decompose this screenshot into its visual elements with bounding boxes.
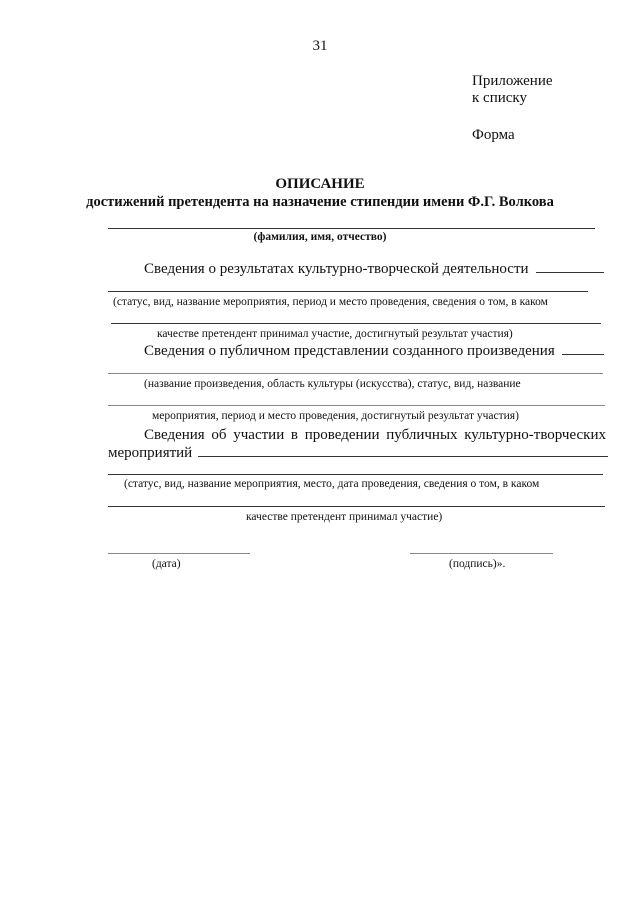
section-2-inline-blank[interactable] bbox=[562, 354, 604, 355]
section-3-caption-2: качестве претендент принимал участие) bbox=[246, 511, 443, 523]
appendix-header bbox=[472, 73, 553, 107]
page-number: 31 bbox=[312, 38, 328, 54]
section-2-caption-1: (название произведения, область культуры (искусства), статус, вид, название bbox=[144, 378, 521, 390]
date-blank-line[interactable] bbox=[108, 553, 250, 554]
section-3-caption-1: (статус, вид, название мероприятия, место, дата проведения, сведения о том, в каком bbox=[124, 478, 540, 490]
document-title: ОПИСАНИЕ bbox=[275, 176, 365, 192]
section-2-caption-2: мероприятия, период и место проведения, достигнутый результат участия) bbox=[152, 410, 519, 422]
form-label: Форма bbox=[472, 127, 515, 143]
section-1-text bbox=[144, 261, 604, 278]
section-1-caption-2: качестве претендент принимал участие, достигнутый результат участия) bbox=[157, 328, 513, 340]
section-1-label: Сведения о результатах культурно-творческой деятельности bbox=[144, 261, 529, 277]
signature-label: (подпись)». bbox=[449, 558, 506, 570]
section-1-blank-line-1[interactable] bbox=[108, 291, 588, 292]
section-1-caption-1: (статус, вид, название мероприятия, период и место проведения, сведения о том, в каком bbox=[113, 296, 548, 308]
document-subtitle: достижений претендента на назначение стипендии имени Ф.Г. Волкова bbox=[86, 194, 554, 210]
section-2-label: Сведения о публичном представлении созданного произведения bbox=[144, 343, 555, 359]
section-2-blank-line-2[interactable] bbox=[108, 405, 605, 406]
section-3-blank-line-1[interactable] bbox=[108, 474, 603, 475]
appendix-line-2: к списку bbox=[472, 90, 527, 106]
section-3-blank-line-2[interactable] bbox=[108, 506, 605, 507]
section-3-inline-blank[interactable] bbox=[198, 456, 608, 457]
section-2-blank-line-1[interactable] bbox=[108, 373, 603, 374]
name-caption: (фамилия, имя, отчество) bbox=[253, 231, 387, 243]
appendix-line-1: Приложение bbox=[472, 73, 553, 89]
section-3-text-1: Сведения об участии в проведении публичных культурно-творческих bbox=[144, 427, 606, 443]
signature-blank-line[interactable] bbox=[410, 553, 553, 554]
section-2-text bbox=[144, 343, 604, 360]
name-blank-line[interactable] bbox=[108, 228, 595, 229]
section-1-inline-blank[interactable] bbox=[536, 272, 604, 273]
date-label: (дата) bbox=[152, 558, 181, 570]
section-1-blank-line-2[interactable] bbox=[111, 323, 601, 324]
section-3-label: мероприятий bbox=[108, 445, 193, 461]
section-3-text-2 bbox=[108, 445, 608, 462]
